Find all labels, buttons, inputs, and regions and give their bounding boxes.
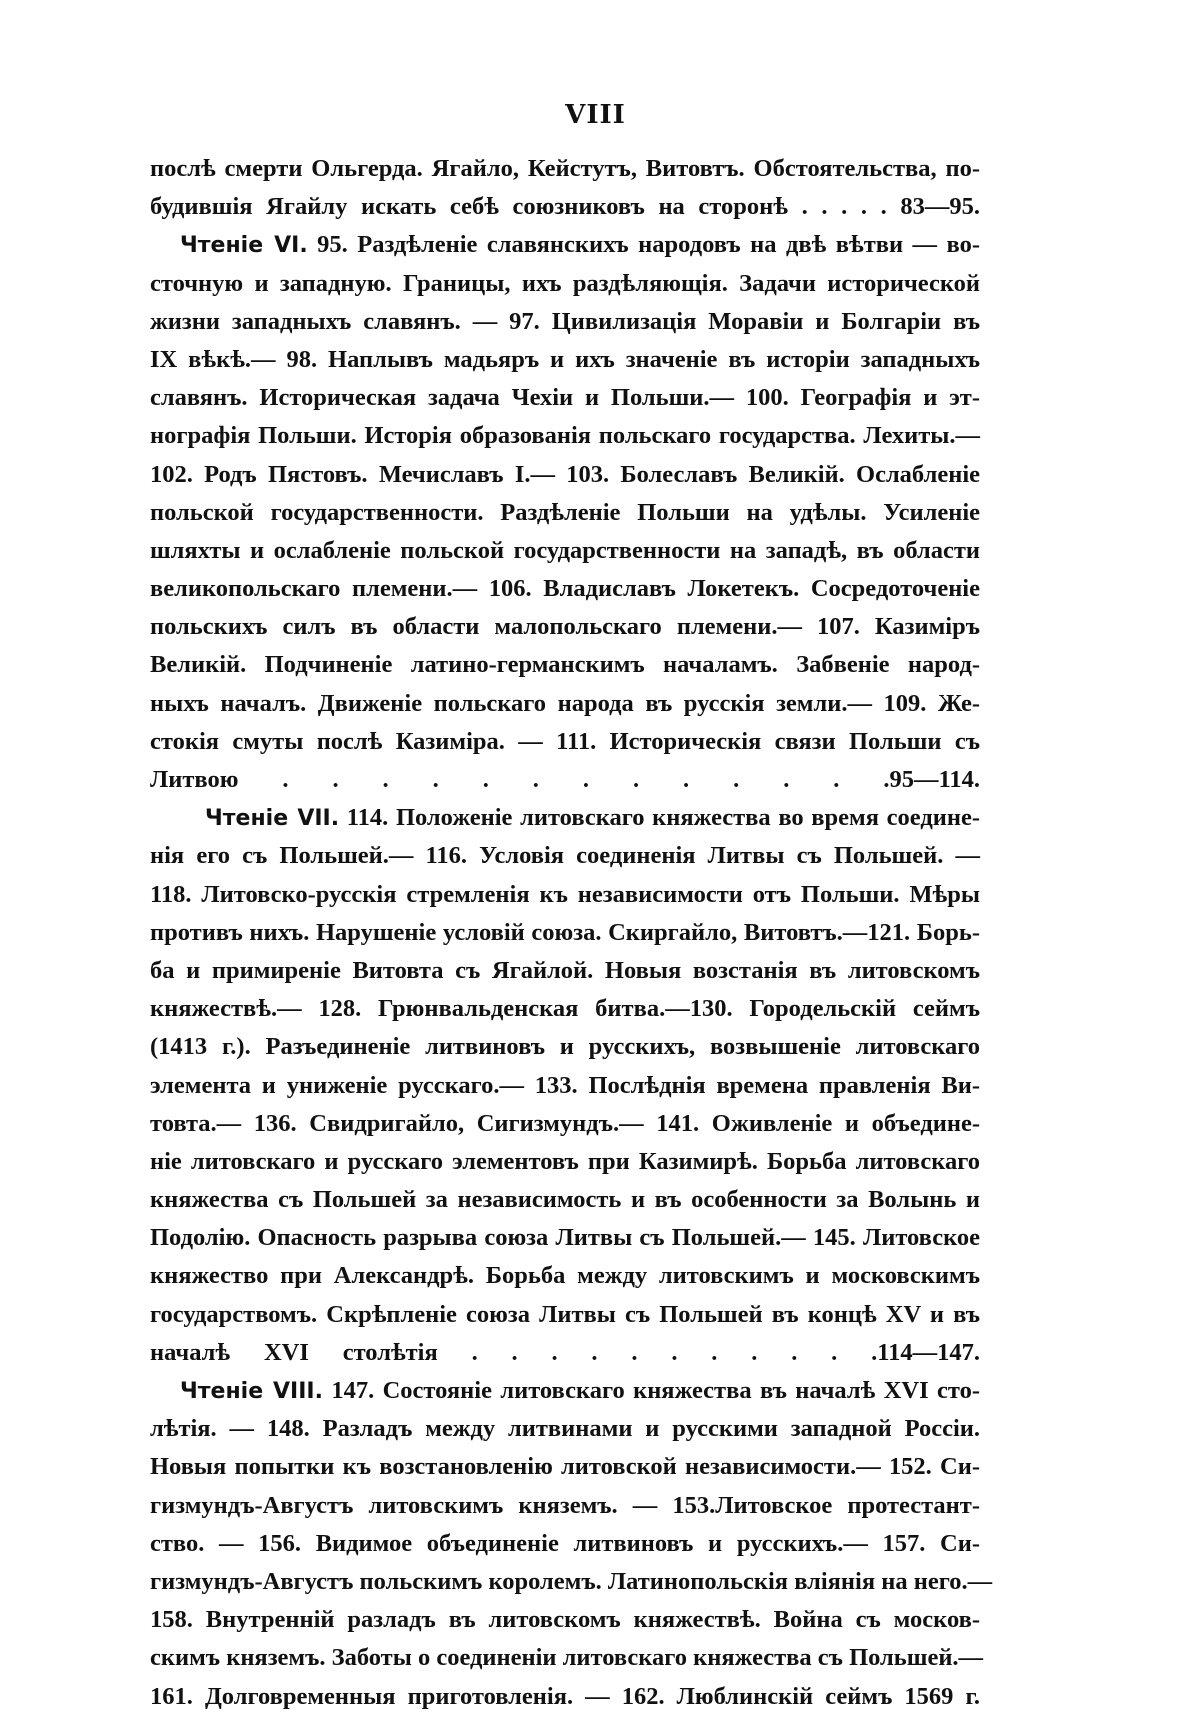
line-text: 118. Литовско-русскія стремленія къ независимости отъ Польши. Мѣры [150, 880, 980, 908]
line-text: послѣ смерти Ольгерда. Ягайло, Кейстутъ, Витовтъ. Обстоятельства, по- [150, 155, 980, 182]
text-line [150, 990, 980, 1028]
line-text: скимъ княземъ. Заботы о соединеніи литовскаго княжества съ Польшей.— [150, 1644, 984, 1672]
line-text: (1413 г.). Разъединеніе литвиновъ и русскихъ, возвышеніе литовскаго [150, 1033, 980, 1061]
text-line [150, 1067, 980, 1105]
text-line [150, 341, 980, 379]
text-line [150, 1525, 980, 1563]
line-text: ніе литовскаго и русскаго элементовъ при Казимирѣ. Борьба литовскаго [150, 1147, 980, 1175]
text-line [150, 1181, 980, 1219]
text-line [150, 1563, 993, 1601]
line-text: польской государственности. Раздѣленіе Польши на удѣлы. Усиленіе [150, 498, 980, 526]
text-line [150, 494, 980, 532]
lecture-label: Чтеніе VIII. [180, 1379, 323, 1404]
line-text: шляхты и ослабленіе польской государственности на западѣ, въ области [150, 536, 980, 564]
text-line [150, 1296, 980, 1334]
line-text: элемента и униженіе русскаго.— 133. Послѣднія времена правленія Ви- [150, 1071, 980, 1099]
text-line [150, 1410, 980, 1448]
line-text: IX вѣкѣ.— 98. Наплывъ мадьяръ и ихъ значеніе въ исторіи западныхъ [150, 345, 980, 373]
text-line [150, 417, 980, 455]
line-text: началѣ XVI столѣтія . . . . . . . . . . .114—147. [150, 1338, 980, 1366]
line-text: ба и примиреніе Витовта съ Ягайлой. Новыя возстанія въ литовскомъ [150, 956, 980, 984]
text-line [150, 1028, 980, 1066]
text-line [150, 914, 980, 952]
text-line [150, 379, 980, 417]
text-line [150, 1143, 980, 1181]
text-line [150, 1448, 980, 1486]
line-text: Литвою . . . . . . . . . . . . .95—114. [150, 766, 980, 793]
line-text: противъ нихъ. Нарушеніе условій союза. Скиргайло, Витовтъ.—121. Борь- [150, 918, 980, 946]
text-line [150, 1334, 980, 1372]
text-line [150, 1105, 980, 1143]
text-line [150, 837, 980, 875]
text-line [150, 188, 980, 226]
line-text: 158. Внутренній разладъ въ литовскомъ княжествѣ. Война съ москов- [150, 1606, 980, 1634]
line-text: княжество при Александрѣ. Борьба между литовскимъ и московскимъ [150, 1262, 980, 1290]
line-text: нографія Польши. Исторія образованія польскаго государства. Лехиты.— [150, 422, 980, 450]
line-text: гизмундъ-Августъ польскимъ королемъ. Латинопольскія вліянія на него.— [150, 1567, 993, 1595]
text-line [150, 723, 980, 761]
line-text: государствомъ. Скрѣпленіе союза Литвы съ Польшей въ концѣ XV и въ [150, 1300, 980, 1328]
text-line [150, 1487, 980, 1525]
text-line [150, 1372, 980, 1410]
line-text: стокія смуты послѣ Казиміра. — 111. Историческія связи Польши съ [150, 727, 980, 755]
line-text: товта.— 136. Свидригайло, Сигизмундъ.— 141. Оживленіе и объедине- [150, 1109, 980, 1137]
text-line [150, 265, 980, 303]
line-text: нія его съ Польшей.— 116. Условія соединенія Литвы съ Польшей. — [150, 842, 980, 870]
text-line [150, 570, 980, 608]
line-text: ныхъ началъ. Движеніе польскаго народа въ русскія земли.— 109. Же- [150, 689, 980, 717]
line-text: 114. Положеніе литовскаго княжества во время соедине- [339, 804, 980, 832]
line-text: княжествѣ.— 128. Грюнвальденская битва.—130. Городельскій сеймъ [150, 995, 980, 1023]
line-text: 102. Родъ Пястовъ. Мечиславъ I.— 103. Болеславъ Великій. Ослабленіе [150, 460, 980, 488]
text-line [150, 952, 980, 990]
lecture-label: Чтеніе VII. [205, 806, 340, 832]
text-line [150, 303, 980, 341]
line-text: лѣтія. — 148. Разладъ между литвинами и русскими западной Россіи. [150, 1415, 980, 1443]
text-line [150, 1219, 980, 1257]
line-text: 147. Состояніе литовскаго княжества въ началѣ XVI сто- [322, 1377, 981, 1404]
line-text: ство. — 156. Видимое объединеніе литвиновъ и русскихъ.— 157. Си- [150, 1529, 980, 1557]
line-text: будившія Ягайлу искать себѣ союзниковъ на сторонѣ . . . . . 83—95. [150, 193, 980, 221]
text-line [150, 1639, 984, 1677]
line-text: 95. Раздѣленіе славянскихъ народовъ на двѣ вѣтви — во- [307, 231, 980, 259]
text-line [150, 799, 980, 837]
text-line [150, 608, 980, 646]
line-text: великопольскаго племени.— 106. Владиславъ Локетекъ. Сосредоточеніе [150, 575, 980, 603]
text-line [150, 685, 980, 723]
text-line [150, 646, 980, 684]
line-text: Подолію. Опасность разрыва союза Литвы съ Польшей.— 145. Литовское [150, 1224, 980, 1252]
text-line [150, 1257, 980, 1295]
line-text: польскихъ силъ въ области малопольскаго племени.— 107. Казиміръ [150, 613, 980, 641]
line-text: славянъ. Историческая задача Чехіи и Польши.— 100. Географія и эт- [150, 384, 980, 412]
text-line [150, 1678, 980, 1716]
line-text: Великій. Подчиненіе латино-германскимъ началамъ. Забвеніе народ- [150, 651, 980, 679]
page-number: VIII [565, 100, 626, 130]
line-text: 161. Долговременныя приготовленія. — 162. Люблинскій сеймъ 1569 г. [150, 1682, 980, 1710]
text-line [150, 876, 980, 914]
text-line [150, 532, 980, 570]
text-line [150, 456, 980, 494]
lecture-label: Чтеніе VI. [180, 233, 308, 259]
line-text: княжества съ Польшей за независимость и въ особенности за Волынь и [150, 1186, 980, 1214]
line-text: сточную и западную. Границы, ихъ раздѣляющія. Задачи исторической [150, 269, 980, 297]
line-text: Новыя попытки къ возстановленію литовской независимости.— 152. Си- [150, 1453, 980, 1481]
line-text: гизмундъ-Августъ литовскимъ княземъ. — 153.Литовское протестант- [150, 1491, 980, 1519]
text-line [150, 226, 980, 264]
text-line [150, 150, 980, 188]
line-text: жизни западныхъ славянъ. — 97. Цивилизація Моравіи и Болгаріи въ [150, 307, 980, 335]
text-line [150, 1601, 980, 1639]
text-line [150, 761, 980, 799]
table-of-contents-text [150, 150, 993, 1716]
